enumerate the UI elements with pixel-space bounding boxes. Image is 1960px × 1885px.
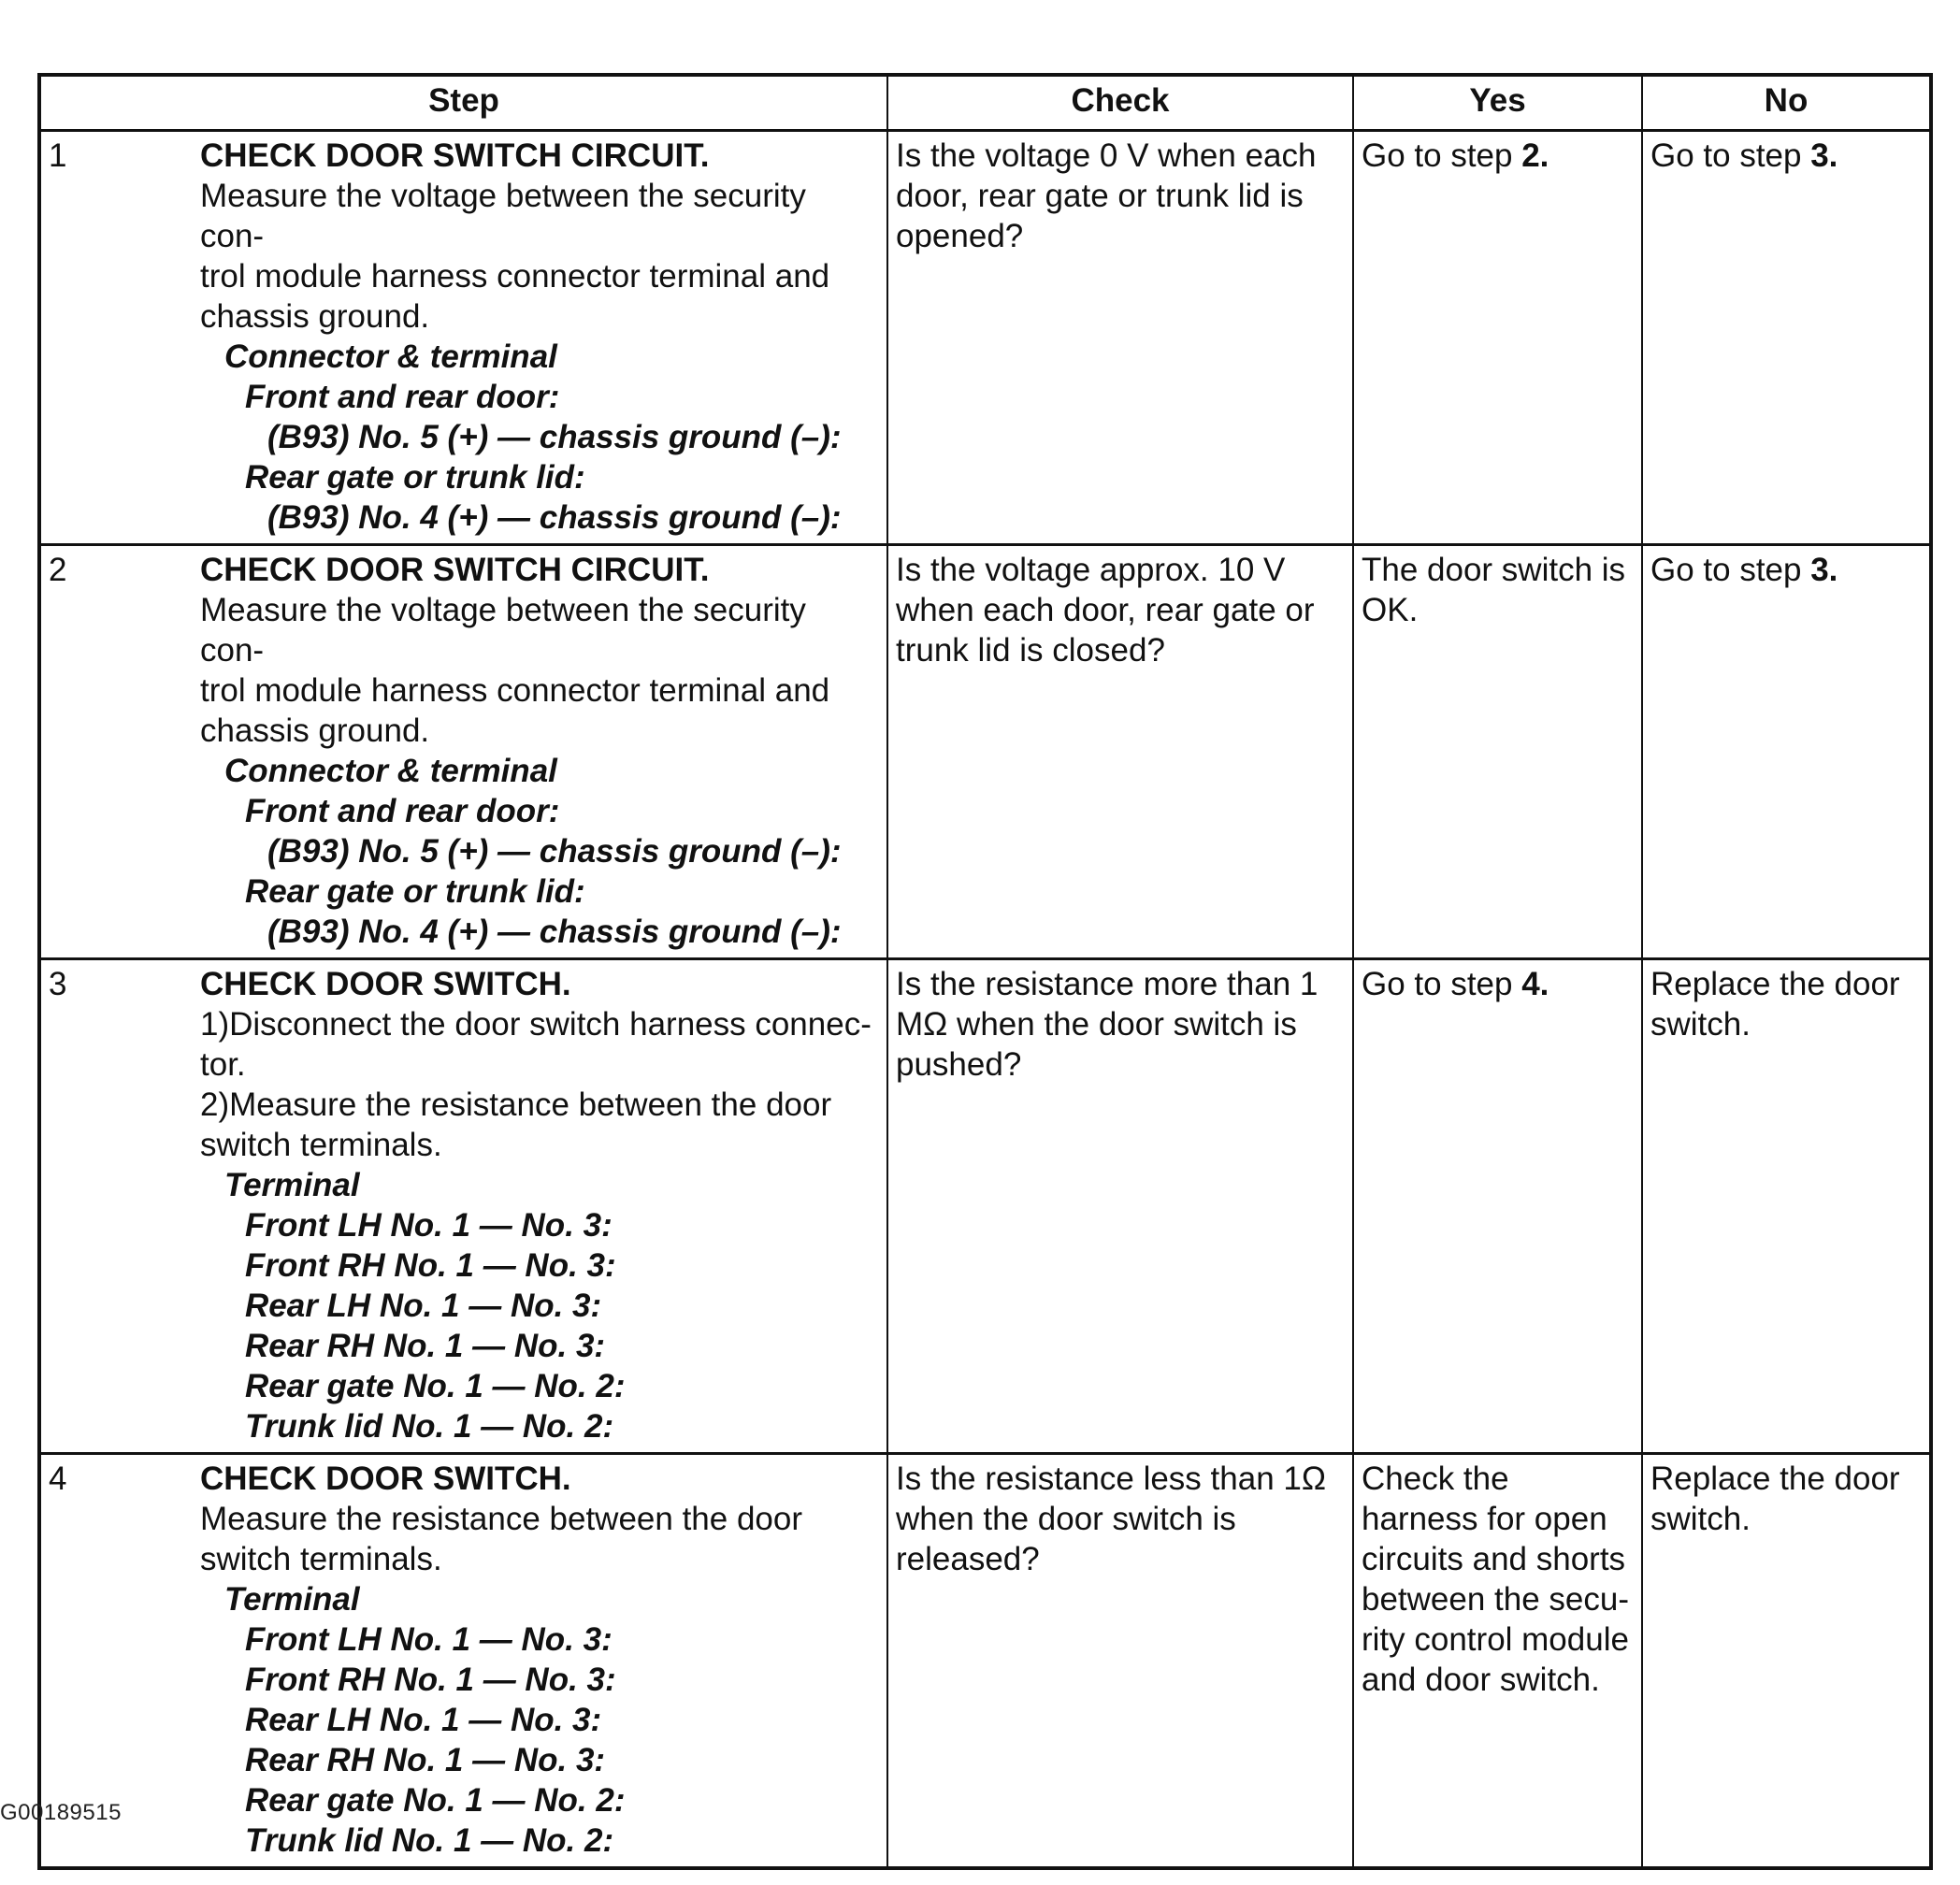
step-item: Rear RH No. 1 — No. 3:: [245, 1742, 606, 1778]
step-text-line: Measure the resistance between the door: [200, 1501, 802, 1537]
step-item: (B93) No. 5 (+) — chassis ground (–):: [267, 419, 842, 455]
table-row: [39, 1454, 1931, 1869]
step-number: 1: [49, 137, 67, 174]
step-cell: [39, 1454, 887, 1869]
yes-cell: [1353, 959, 1642, 1454]
table-row: [39, 545, 1931, 959]
step-text-line: switch terminals.: [200, 1541, 442, 1577]
step-text-line: tor.: [200, 1046, 246, 1083]
table-header-row: [39, 75, 1931, 131]
step-text-line: switch terminals.: [200, 1127, 442, 1163]
step-number: 3: [49, 966, 67, 1002]
no-text: Go to step: [1650, 137, 1811, 174]
yes-text: Check the harness for open circuits and shorts between the secu-rity control module and door switch.: [1362, 1461, 1630, 1698]
step-item: Front RH No. 1 — No. 3:: [245, 1662, 616, 1698]
yes-text: Go to step: [1362, 137, 1522, 174]
yes-text: Go to step: [1362, 966, 1522, 1002]
step-text-line: 2)Measure the resistance between the door: [200, 1086, 832, 1123]
step-text-line: trol module harness connector terminal and: [200, 672, 830, 709]
no-step-ref: 3.: [1810, 552, 1838, 588]
step-number: 4: [49, 1461, 67, 1497]
yes-step-ref: 4.: [1521, 966, 1549, 1002]
step-text-line: 1)Disconnect the door switch harness connec-: [200, 1006, 872, 1043]
step-text-line: chassis ground.: [200, 298, 430, 335]
check-cell: Is the resistance less than 1Ω when the door switch is released?: [887, 1454, 1353, 1869]
step-text-line: Measure the voltage between the security con-: [200, 178, 806, 254]
step-body: [200, 960, 886, 1452]
step-item: Rear RH No. 1 — No. 3:: [245, 1328, 606, 1364]
step-heading: CHECK DOOR SWITCH CIRCUIT.: [200, 137, 710, 174]
step-item: Rear LH No. 1 — No. 3:: [245, 1288, 602, 1324]
step-item: (B93) No. 4 (+) — chassis ground (–):: [267, 499, 842, 536]
yes-cell: [1353, 545, 1642, 959]
step-body: [200, 1455, 886, 1866]
step-item: Rear gate No. 1 — No. 2:: [245, 1368, 626, 1404]
figure-code: G00189515: [0, 1800, 122, 1825]
step-sub-heading: Connector & terminal: [224, 338, 557, 375]
no-cell: [1642, 959, 1931, 1454]
no-text: Go to step: [1650, 552, 1811, 588]
yes-cell: [1353, 131, 1642, 545]
step-heading: CHECK DOOR SWITCH.: [200, 1461, 571, 1497]
table-row: [39, 131, 1931, 545]
step-cell: [39, 131, 887, 545]
no-cell: [1642, 1454, 1931, 1869]
check-cell: Is the voltage approx. 10 V when each door, rear gate or trunk lid is closed?: [887, 545, 1353, 959]
check-cell: Is the resistance more than 1 MΩ when the door switch is pushed?: [887, 959, 1353, 1454]
no-step-ref: 3.: [1810, 137, 1838, 174]
step-text-line: trol module harness connector terminal and: [200, 258, 830, 295]
step-text-line: chassis ground.: [200, 712, 430, 749]
step-item: Trunk lid No. 1 — No. 2:: [245, 1408, 614, 1445]
yes-text: The door switch is OK.: [1362, 552, 1626, 628]
diagnostic-table: [37, 73, 1933, 1870]
check-cell: Is the voltage 0 V when each door, rear gate or trunk lid is opened?: [887, 131, 1353, 545]
no-cell: [1642, 131, 1931, 545]
step-heading: CHECK DOOR SWITCH.: [200, 966, 571, 1002]
step-item: Front LH No. 1 — No. 3:: [245, 1621, 612, 1658]
header-check: Check: [887, 75, 1353, 131]
step-item: Front LH No. 1 — No. 3:: [245, 1207, 612, 1244]
step-text-line: Measure the voltage between the security con-: [200, 592, 806, 669]
step-sub-heading: Terminal: [224, 1581, 360, 1618]
step-item: Front RH No. 1 — No. 3:: [245, 1247, 616, 1284]
step-body: [200, 132, 886, 543]
step-sub-heading: Terminal: [224, 1167, 360, 1203]
no-cell: [1642, 545, 1931, 959]
no-text: Replace the door switch.: [1650, 966, 1900, 1043]
step-cell: [39, 545, 887, 959]
step-item: Trunk lid No. 1 — No. 2:: [245, 1822, 614, 1859]
step-item: (B93) No. 4 (+) — chassis ground (–):: [267, 914, 842, 950]
step-sub-heading: Connector & terminal: [224, 753, 557, 789]
step-body: [200, 546, 886, 957]
header-yes: Yes: [1353, 75, 1642, 131]
header-step: Step: [39, 75, 887, 131]
step-item: Rear gate or trunk lid:: [245, 873, 585, 910]
no-text: Replace the door switch.: [1650, 1461, 1900, 1537]
step-item: Front and rear door:: [245, 379, 560, 415]
yes-step-ref: 2.: [1521, 137, 1549, 174]
step-heading: CHECK DOOR SWITCH CIRCUIT.: [200, 552, 710, 588]
header-no: No: [1642, 75, 1931, 131]
step-item: Rear LH No. 1 — No. 3:: [245, 1702, 602, 1738]
step-item: Rear gate or trunk lid:: [245, 459, 585, 496]
step-item: (B93) No. 5 (+) — chassis ground (–):: [267, 833, 842, 870]
step-item: Rear gate No. 1 — No. 2:: [245, 1782, 626, 1819]
table-row: [39, 959, 1931, 1454]
step-item: Front and rear door:: [245, 793, 560, 829]
yes-cell: [1353, 1454, 1642, 1869]
step-number: 2: [49, 552, 67, 588]
step-cell: [39, 959, 887, 1454]
